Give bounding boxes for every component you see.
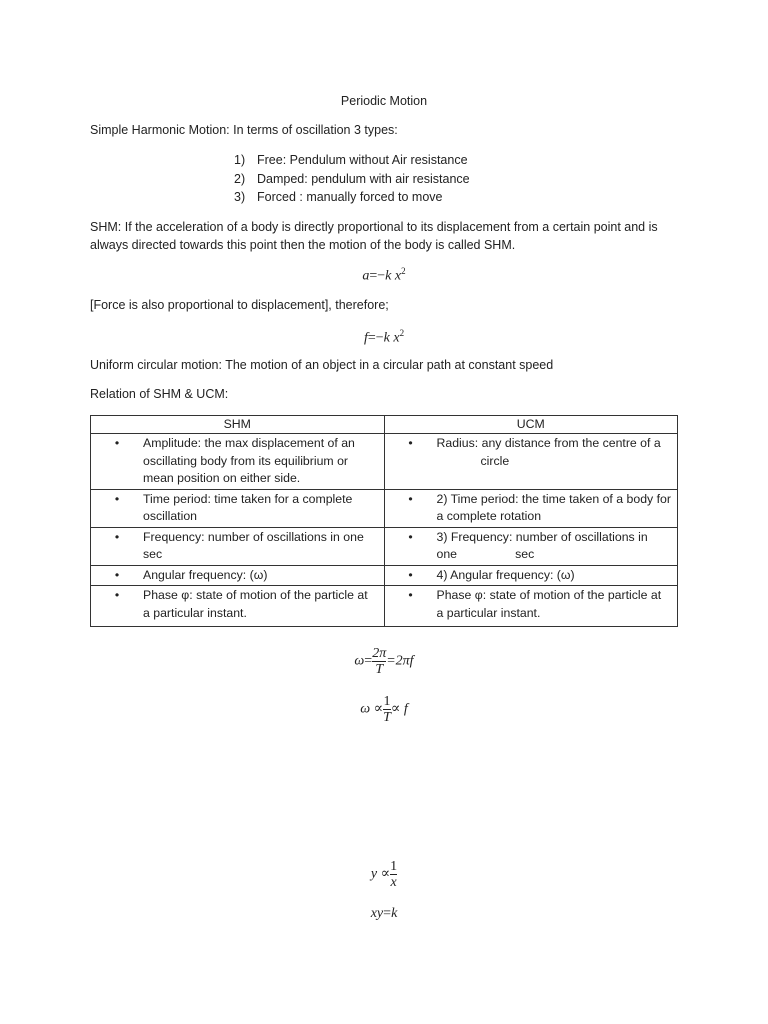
oscillation-types-list: [234, 151, 470, 207]
table-row: [91, 489, 678, 527]
table-row: [91, 527, 678, 565]
shm-ucm-table: [90, 415, 678, 627]
bullet: •: [408, 491, 413, 506]
ucm-cell: 2) Time period: the time taken of a body for a complete rotation: [436, 491, 671, 523]
ucm-cell: 3) Frequency: number of oscillations in one sec: [436, 529, 648, 561]
relation-heading: Relation of SHM & UCM:: [90, 387, 229, 401]
ucm-cell: 4) Angular frequency: (ω): [436, 567, 575, 582]
shm-cell: Phase φ: state of motion of the particle at a particular instant.: [143, 588, 368, 620]
table-header-ucm: UCM: [384, 416, 678, 434]
product-constant-equation: xy=k: [370, 906, 398, 921]
shm-cell: Time period: time taken for a complete oscillation: [143, 491, 353, 523]
list-item: 2) Damped: pendulum with air resistance: [234, 171, 470, 186]
bullet: •: [114, 491, 120, 506]
shm-cell: Frequency: number of oscillations in one sec: [143, 529, 364, 561]
shm-intro: Simple Harmonic Motion: In terms of oscillation 3 types:: [90, 123, 398, 137]
shm-definition: SHM: If the acceleration of a body is directly proportional to its displacement from a certain point and is always directed towards this point then the motion of the body is called SHM.: [90, 220, 658, 252]
ucm-cell: Radius: any distance from the centre of a circle: [436, 436, 661, 468]
ucm-cell: Phase φ: state of motion of the particle at a particular instant.: [436, 588, 662, 620]
table-row: [91, 565, 678, 586]
ucm-definition: Uniform circular motion: The motion of an object in a circular path at constant speed: [90, 358, 554, 372]
acceleration-equation: a=−k $x^2$: [362, 266, 406, 284]
page-title: Periodic Motion: [340, 94, 428, 108]
shm-cell: Amplitude: the max displacement of an oscillating body from its equilibrium or mean position on either side.: [143, 436, 355, 485]
list-item: 1) Free: Pendulum without Air resistance: [234, 153, 468, 167]
bullet: •: [114, 436, 120, 450]
angular-frequency-equation: ω= $\frac{2\pi}{T}$ =2πf: [354, 646, 414, 677]
table-header-shm: SHM: [91, 416, 385, 434]
bullet: •: [408, 436, 413, 450]
angular-frequency-proportionality: ω ∝ $\frac{1}{T}$ ∝ f: [360, 694, 408, 725]
table-row: [91, 434, 678, 490]
force-equation: f=−k $x^2$: [363, 328, 405, 346]
bullet: •: [114, 588, 120, 602]
bullet: •: [114, 529, 120, 544]
bullet: •: [408, 588, 413, 602]
table-row: [91, 586, 678, 627]
force-note: [Force is also proportional to displacement], therefore;: [90, 298, 389, 312]
bullet: •: [408, 567, 413, 582]
list-item: 3) Forced : manually forced to move: [234, 190, 443, 204]
bullet: •: [114, 567, 120, 582]
bullet: •: [408, 529, 413, 544]
inverse-proportionality: y ∝ $\frac{1}{x}$: [370, 859, 398, 890]
shm-cell: Angular frequency: (ω): [143, 567, 268, 582]
